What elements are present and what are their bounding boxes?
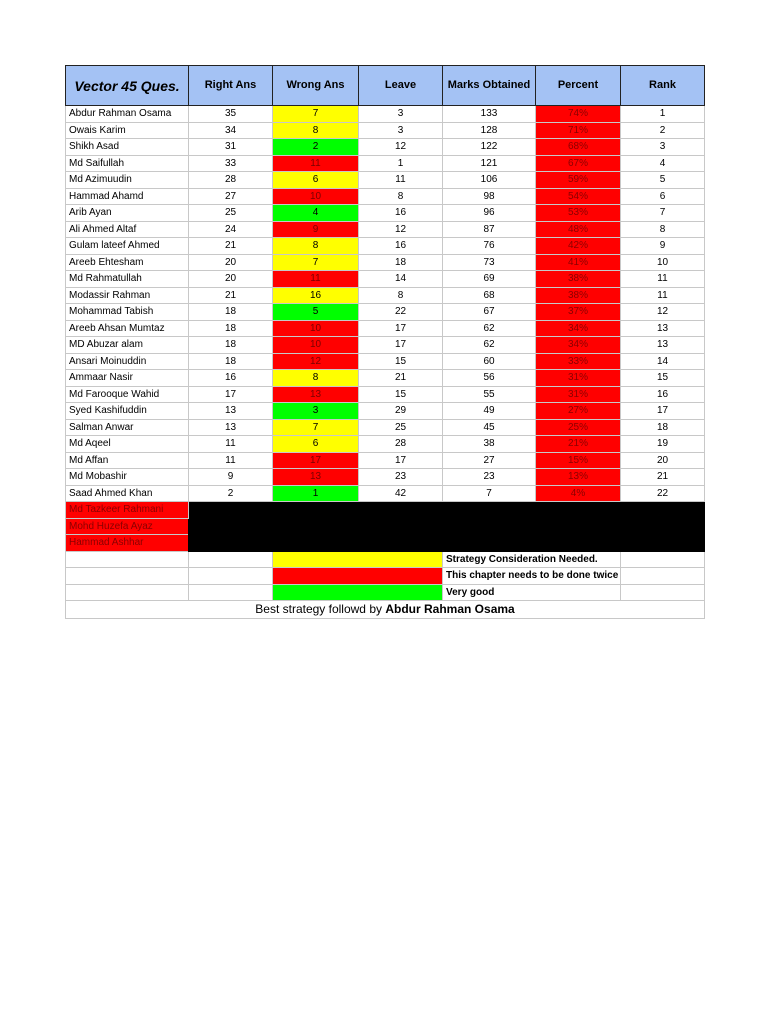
wrong-ans-cell[interactable]: 16 [273,287,359,304]
rank-cell[interactable]: 13 [621,337,705,354]
percent-cell[interactable]: 71% [536,122,621,139]
percent-cell[interactable]: 13% [536,469,621,486]
rank-cell[interactable]: 1 [621,106,705,123]
legend-row [66,584,705,601]
empty-cell[interactable] [66,568,189,585]
absent-student-name[interactable]: Mohd Huzefa Ayaz [66,518,189,535]
student-name[interactable]: Md Aqeel [66,436,189,453]
table-row [66,436,705,453]
empty-cell[interactable] [189,584,273,601]
rank-cell[interactable]: 17 [621,403,705,420]
right-ans-cell[interactable]: 21 [189,287,273,304]
student-name[interactable]: MD Abuzar alam [66,337,189,354]
percent-cell[interactable]: 31% [536,386,621,403]
right-ans-cell[interactable]: 35 [189,106,273,123]
student-name[interactable]: Md Farooque Wahid [66,386,189,403]
table-row [66,419,705,436]
percent-cell[interactable]: 59% [536,172,621,189]
col-rank: Rank [621,66,705,106]
right-ans-cell[interactable]: 11 [189,436,273,453]
results-sheet [65,65,705,619]
marks-cell[interactable]: 60 [443,353,536,370]
student-name[interactable]: Salman Anwar [66,419,189,436]
rank-cell[interactable]: 16 [621,386,705,403]
percent-cell[interactable]: 31% [536,370,621,387]
table-row [66,155,705,172]
absent-row [66,502,705,519]
leave-cell[interactable]: 17 [359,320,443,337]
percent-cell[interactable]: 38% [536,287,621,304]
leave-cell[interactable]: 15 [359,353,443,370]
empty-cell[interactable] [621,584,705,601]
marks-cell[interactable]: 96 [443,205,536,222]
student-name[interactable]: Md Rahmatullah [66,271,189,288]
student-name[interactable]: Modassir Rahman [66,287,189,304]
rank-cell[interactable]: 5 [621,172,705,189]
legend-swatch [273,584,443,601]
leave-cell[interactable]: 28 [359,436,443,453]
right-ans-cell[interactable]: 25 [189,205,273,222]
percent-cell[interactable]: 25% [536,419,621,436]
marks-cell[interactable]: 49 [443,403,536,420]
percent-cell[interactable]: 4% [536,485,621,502]
marks-cell[interactable]: 7 [443,485,536,502]
blackout-block [189,502,705,552]
legend-row [66,568,705,585]
marks-cell[interactable]: 45 [443,419,536,436]
leave-cell[interactable]: 8 [359,287,443,304]
table-row [66,188,705,205]
absent-student-name[interactable]: Hammad Ashhar [66,535,189,552]
rank-cell[interactable]: 10 [621,254,705,271]
table-row [66,353,705,370]
rank-cell[interactable]: 20 [621,452,705,469]
rank-cell[interactable]: 19 [621,436,705,453]
leave-cell[interactable]: 17 [359,452,443,469]
percent-cell[interactable]: 41% [536,254,621,271]
rank-cell[interactable]: 9 [621,238,705,255]
right-ans-cell[interactable]: 18 [189,304,273,321]
empty-cell[interactable] [66,551,189,568]
rank-cell[interactable]: 14 [621,353,705,370]
marks-cell[interactable]: 27 [443,452,536,469]
legend-label: This chapter needs to be done twice [443,568,621,585]
wrong-ans-cell[interactable]: 3 [273,403,359,420]
leave-cell[interactable]: 17 [359,337,443,354]
rank-cell[interactable]: 11 [621,271,705,288]
marks-cell[interactable]: 87 [443,221,536,238]
rank-cell[interactable]: 18 [621,419,705,436]
student-name[interactable]: Areeb Ahsan Mumtaz [66,320,189,337]
wrong-ans-cell[interactable]: 12 [273,353,359,370]
marks-cell[interactable]: 69 [443,271,536,288]
right-ans-cell[interactable]: 13 [189,403,273,420]
right-ans-cell[interactable]: 31 [189,139,273,156]
marks-cell[interactable]: 76 [443,238,536,255]
leave-cell[interactable]: 3 [359,106,443,123]
table-row [66,221,705,238]
marks-cell[interactable]: 68 [443,287,536,304]
leave-cell[interactable]: 23 [359,469,443,486]
right-ans-cell[interactable]: 21 [189,238,273,255]
percent-cell[interactable]: 68% [536,139,621,156]
right-ans-cell[interactable]: 16 [189,370,273,387]
leave-cell[interactable]: 42 [359,485,443,502]
percent-cell[interactable]: 34% [536,320,621,337]
wrong-ans-cell[interactable]: 8 [273,370,359,387]
rank-cell[interactable]: 11 [621,287,705,304]
table-row [66,106,705,123]
marks-cell[interactable]: 98 [443,188,536,205]
student-name[interactable]: Shikh Asad [66,139,189,156]
student-name[interactable]: Ansari Moinuddin [66,353,189,370]
student-name[interactable]: Md Saifullah [66,155,189,172]
leave-cell[interactable]: 16 [359,238,443,255]
wrong-ans-cell[interactable]: 8 [273,238,359,255]
right-ans-cell[interactable]: 11 [189,452,273,469]
table-row [66,271,705,288]
table-row [66,386,705,403]
table-row [66,452,705,469]
marks-cell[interactable]: 122 [443,139,536,156]
percent-cell[interactable]: 15% [536,452,621,469]
percent-cell[interactable]: 27% [536,403,621,420]
legend-swatch [273,551,443,568]
right-ans-cell[interactable]: 18 [189,337,273,354]
right-ans-cell[interactable]: 17 [189,386,273,403]
leave-cell[interactable]: 22 [359,304,443,321]
wrong-ans-cell[interactable]: 1 [273,485,359,502]
wrong-ans-cell[interactable]: 5 [273,304,359,321]
table-row [66,403,705,420]
table-row [66,337,705,354]
wrong-ans-cell[interactable]: 11 [273,271,359,288]
sheet-footer [66,502,705,619]
student-name[interactable]: Areeb Ehtesham [66,254,189,271]
right-ans-cell[interactable]: 27 [189,188,273,205]
wrong-ans-cell[interactable]: 11 [273,155,359,172]
right-ans-cell[interactable]: 2 [189,485,273,502]
wrong-ans-cell[interactable]: 4 [273,205,359,222]
table-row [66,304,705,321]
table-row [66,205,705,222]
student-name[interactable]: Arib Ayan [66,205,189,222]
note-student-name: Abdur Rahman Osama [385,602,515,616]
marks-cell[interactable]: 62 [443,320,536,337]
legend-swatch [273,568,443,585]
right-ans-cell[interactable]: 18 [189,353,273,370]
rank-cell[interactable]: 4 [621,155,705,172]
wrong-ans-cell[interactable]: 7 [273,419,359,436]
percent-cell[interactable]: 48% [536,221,621,238]
table-row [66,469,705,486]
student-name[interactable]: Ali Ahmed Altaf [66,221,189,238]
table-row [66,238,705,255]
student-name[interactable]: Ammaar Nasir [66,370,189,387]
best-strategy-note [66,601,705,619]
right-ans-cell[interactable]: 13 [189,419,273,436]
leave-cell[interactable]: 25 [359,419,443,436]
empty-cell[interactable] [189,551,273,568]
wrong-ans-cell[interactable]: 7 [273,106,359,123]
marks-cell[interactable]: 121 [443,155,536,172]
percent-cell[interactable]: 37% [536,304,621,321]
leave-cell[interactable]: 12 [359,221,443,238]
student-name[interactable]: Md Mobashir [66,469,189,486]
student-name[interactable]: Owais Karim [66,122,189,139]
note-prefix: Best strategy followd by [255,602,382,616]
empty-cell[interactable] [189,568,273,585]
col-right-ans: Right Ans [189,66,273,106]
header-row [66,66,705,106]
col-percent: Percent [536,66,621,106]
table-row [66,320,705,337]
col-wrong-ans: Wrong Ans [273,66,359,106]
leave-cell[interactable]: 21 [359,370,443,387]
rank-cell[interactable]: 2 [621,122,705,139]
rank-cell[interactable]: 3 [621,139,705,156]
leave-cell[interactable]: 11 [359,172,443,189]
legend-row [66,551,705,568]
percent-cell[interactable]: 54% [536,188,621,205]
right-ans-cell[interactable]: 18 [189,320,273,337]
student-name[interactable]: Mohammad Tabish [66,304,189,321]
leave-cell[interactable]: 3 [359,122,443,139]
leave-cell[interactable]: 12 [359,139,443,156]
marks-cell[interactable]: 55 [443,386,536,403]
rank-cell[interactable]: 21 [621,469,705,486]
leave-cell[interactable]: 16 [359,205,443,222]
wrong-ans-cell[interactable]: 8 [273,122,359,139]
leave-cell[interactable]: 15 [359,386,443,403]
percent-cell[interactable]: 33% [536,353,621,370]
sheet-title: Vector 45 Ques. [66,66,189,106]
wrong-ans-cell[interactable]: 13 [273,386,359,403]
wrong-ans-cell[interactable]: 13 [273,469,359,486]
student-name[interactable]: Md Affan [66,452,189,469]
student-name[interactable]: Abdur Rahman Osama [66,106,189,123]
wrong-ans-cell[interactable]: 9 [273,221,359,238]
marks-cell[interactable]: 23 [443,469,536,486]
percent-cell[interactable]: 38% [536,271,621,288]
marks-cell[interactable]: 38 [443,436,536,453]
leave-cell[interactable]: 29 [359,403,443,420]
table-row [66,139,705,156]
empty-cell[interactable] [621,568,705,585]
marks-cell[interactable]: 73 [443,254,536,271]
student-name[interactable]: Hammad Ahamd [66,188,189,205]
student-name[interactable]: Md Azimuudin [66,172,189,189]
leave-cell[interactable]: 1 [359,155,443,172]
right-ans-cell[interactable]: 20 [189,271,273,288]
wrong-ans-cell[interactable]: 6 [273,436,359,453]
student-name[interactable]: Saad Ahmed Khan [66,485,189,502]
rank-cell[interactable]: 8 [621,221,705,238]
note-row [66,601,705,619]
wrong-ans-cell[interactable]: 10 [273,188,359,205]
wrong-ans-cell[interactable]: 17 [273,452,359,469]
rank-cell[interactable]: 7 [621,205,705,222]
table-row [66,254,705,271]
wrong-ans-cell[interactable]: 10 [273,337,359,354]
leave-cell[interactable]: 8 [359,188,443,205]
marks-cell[interactable]: 56 [443,370,536,387]
leave-cell[interactable]: 18 [359,254,443,271]
absent-student-name[interactable]: Md Tazkeer Rahmani [66,502,189,519]
percent-cell[interactable]: 67% [536,155,621,172]
percent-cell[interactable]: 42% [536,238,621,255]
right-ans-cell[interactable]: 20 [189,254,273,271]
rank-cell[interactable]: 22 [621,485,705,502]
col-leave: Leave [359,66,443,106]
right-ans-cell[interactable]: 33 [189,155,273,172]
wrong-ans-cell[interactable]: 2 [273,139,359,156]
table-row [66,172,705,189]
col-marks-obtained: Marks Obtained [443,66,536,106]
marks-cell[interactable]: 128 [443,122,536,139]
rank-cell[interactable]: 6 [621,188,705,205]
marks-cell[interactable]: 62 [443,337,536,354]
right-ans-cell[interactable]: 34 [189,122,273,139]
student-rows [66,106,705,502]
empty-cell[interactable] [66,584,189,601]
marks-cell[interactable]: 67 [443,304,536,321]
marks-cell[interactable]: 106 [443,172,536,189]
legend-label: Very good [443,584,621,601]
right-ans-cell[interactable]: 9 [189,469,273,486]
right-ans-cell[interactable]: 28 [189,172,273,189]
rank-cell[interactable]: 13 [621,320,705,337]
wrong-ans-cell[interactable]: 10 [273,320,359,337]
table-row [66,122,705,139]
student-name[interactable]: Syed Kashifuddin [66,403,189,420]
empty-cell[interactable] [621,551,705,568]
percent-cell[interactable]: 34% [536,337,621,354]
right-ans-cell[interactable]: 24 [189,221,273,238]
percent-cell[interactable]: 74% [536,106,621,123]
wrong-ans-cell[interactable]: 6 [273,172,359,189]
percent-cell[interactable]: 53% [536,205,621,222]
rank-cell[interactable]: 15 [621,370,705,387]
table-row [66,287,705,304]
rank-cell[interactable]: 12 [621,304,705,321]
table-row [66,485,705,502]
leave-cell[interactable]: 14 [359,271,443,288]
wrong-ans-cell[interactable]: 7 [273,254,359,271]
student-name[interactable]: Gulam lateef Ahmed [66,238,189,255]
marks-cell[interactable]: 133 [443,106,536,123]
legend-label: Strategy Consideration Needed. [443,551,621,568]
table-row [66,370,705,387]
percent-cell[interactable]: 21% [536,436,621,453]
